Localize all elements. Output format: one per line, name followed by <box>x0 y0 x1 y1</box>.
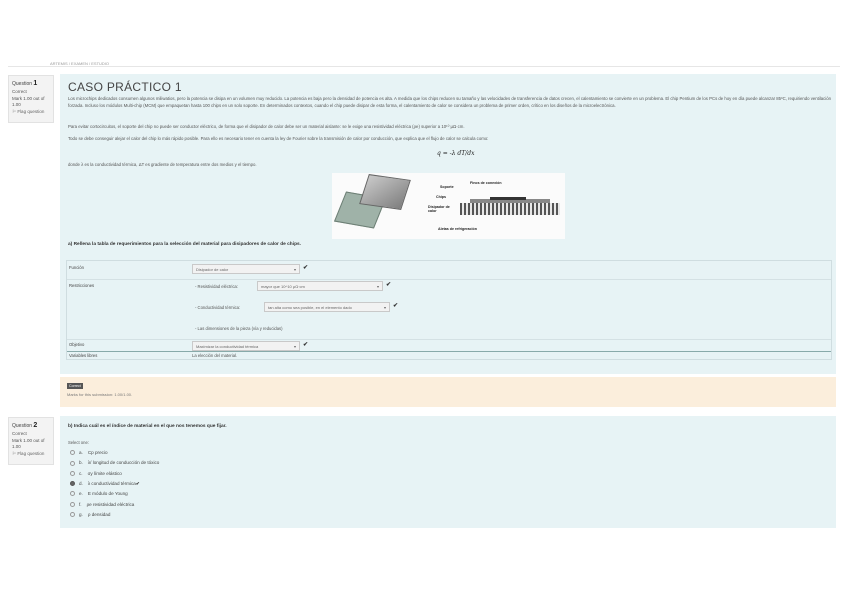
divider <box>8 66 840 67</box>
check-icon: ✔ <box>135 480 140 486</box>
label-aletas: Aletas de refrigeración <box>438 227 477 231</box>
answer-option[interactable] <box>70 450 108 455</box>
question-1-content <box>60 74 836 374</box>
question-state: Correct <box>12 89 27 95</box>
option-text: λ conductividad térmica <box>87 480 136 486</box>
table-row-funcion <box>67 261 831 279</box>
table-row-restricciones <box>67 279 831 340</box>
table-row-variables <box>67 351 831 360</box>
option-text: Cp precio <box>87 450 108 455</box>
chevron-down-icon: ▾ <box>293 267 296 272</box>
check-icon: ✔ <box>393 303 399 309</box>
label-disipador: Disipador de calor <box>428 205 450 213</box>
conductividad-select[interactable]: tan alta como sea posible, en el elemento dado ▾ <box>264 302 390 312</box>
row-label: Variables libres <box>69 353 98 358</box>
radio-button[interactable] <box>70 491 75 496</box>
option-text: σy límite elástico <box>87 470 122 476</box>
objetivo-select[interactable]: Maximizar la conductividad térmica ▾ <box>192 341 300 351</box>
resistividad-select[interactable]: mayor que 10^10 µΩ·cm ▾ <box>257 281 383 291</box>
label-chips: Chips <box>436 195 446 199</box>
select-one-label: Select one: <box>68 440 89 445</box>
check-icon: ✔ <box>386 282 392 288</box>
chevron-down-icon: ▾ <box>383 305 386 310</box>
funcion-select[interactable]: Disipador de calor ▾ <box>192 264 300 274</box>
flag-question-link[interactable]: ⚐ Flag question <box>12 108 45 114</box>
chip-heatsink-figure <box>332 173 565 239</box>
question-number: Question 2 <box>12 422 38 429</box>
answer-option[interactable] <box>70 471 122 476</box>
radio-button[interactable] <box>70 512 75 517</box>
radio-button[interactable] <box>70 471 75 476</box>
answer-option[interactable] <box>70 502 134 507</box>
case-paragraph-2: Para evitar cortocircuitos, el soporte del chip no puede ser conductor eléctrico, de forma que el disipador de calor debe ser un material aislante: se le exige una resistividad eléctrica (ρe) superior a 10¹⁰ µΩ·cm. <box>68 124 465 129</box>
fourier-formula: q = -λ dT/dx <box>437 150 475 157</box>
restriction-3: - Las dimensiones de la pieza (vía y reducidas) <box>195 326 283 331</box>
question-state: Correct <box>12 431 27 437</box>
check-icon: ✔ <box>303 265 309 271</box>
option-text: ρe resistividad eléctrica <box>86 501 135 507</box>
question-marks: Mark 1.00 out of 1.00 <box>12 437 45 450</box>
option-letter: g. <box>79 511 83 517</box>
radio-button[interactable] <box>70 481 75 486</box>
option-text: ρ densidad <box>87 511 111 517</box>
feedback-text: Marks for this submission: 1.00/1.00. <box>67 392 133 397</box>
status-badge: Correct <box>69 384 81 388</box>
option-letter: f. <box>79 501 82 507</box>
restriction-1-label: - Resistividad eléctrica: <box>195 284 239 289</box>
answer-option[interactable] <box>70 491 128 496</box>
question-marks: Mark 1.00 out of 1.00 <box>12 95 45 108</box>
radio-button[interactable] <box>70 450 75 455</box>
cpu-top-image <box>359 174 411 210</box>
breadcrumb[interactable]: ARTEMIS / EXAMEN / ESTUDIO <box>50 61 110 66</box>
chevron-down-icon: ▾ <box>293 344 296 349</box>
chevron-down-icon: ▾ <box>376 284 379 289</box>
requirements-table <box>66 260 832 360</box>
part-a-prompt: a) Rellena la tabla de requerimientos para la selección del material para disipadores de calor de chips. <box>68 242 302 247</box>
question-info-2 <box>8 417 54 465</box>
question-number: Question 1 <box>12 80 38 87</box>
option-text: λ/ longitud de conducción de tóxico <box>87 460 160 466</box>
option-letter: e. <box>79 491 83 497</box>
variables-value: La elección del material. <box>192 353 238 358</box>
check-icon: ✔ <box>303 342 309 348</box>
flag-icon: ⚐ <box>12 450 17 456</box>
case-paragraph-4: donde λ es la conductividad térmica, ΔT es gradiente de temperatura entre dos medios y el tiempo. <box>68 162 257 167</box>
option-letter: a. <box>79 450 83 455</box>
feedback-box <box>60 377 836 407</box>
case-paragraph-3: Todo se debe conseguir alejar el calor del chip lo más rápido posible. Para ello es necesario tener en cuenta la ley de Fourier sobre la transmisión de calor por conducción, que explica que el flujo de calor se calcula como: <box>68 136 489 141</box>
option-letter: c. <box>79 470 83 476</box>
heatsink-diagram <box>460 197 560 221</box>
case-title: CASO PRÁCTICO 1 <box>68 80 182 94</box>
flag-icon: ⚐ <box>12 108 17 114</box>
question-info-1 <box>8 75 54 123</box>
question-2-content <box>60 416 836 528</box>
row-label: Función <box>69 265 84 270</box>
label-finos: Finos de conexión <box>470 181 502 185</box>
answer-option[interactable] <box>70 512 110 517</box>
row-label: Objetivo <box>69 342 85 347</box>
row-label: Restricciones <box>69 283 95 288</box>
case-paragraph-1: Los microchips dedicados consumen algunos miliwatios, pero la potencia se disipa en un volumen muy reducido. La potencia es baja pero la densidad de potencia es alta. A medida que los chips reducen su tamaño y las velocidades de transferencia de datos crecen, el calentamiento se convierte en un problema. El chip Pentium de los PCs de hoy en día puede alcanzar 85ºC, requiriendo ventilación forzada. Incluso los módulos Multi-chip (MCM) que empaquetan hasta 100 chips en un solo soporte. En determinados contextos, cuando el chip puede disipar de esta forma, el calentamiento de calor se considera un problema de primer orden, crítico en los diseños de la microelectrónica. <box>68 96 832 108</box>
answer-option[interactable] <box>70 481 140 487</box>
option-text: E módulo de Young <box>87 491 128 497</box>
answer-option[interactable] <box>70 460 159 465</box>
option-letter: d. <box>79 480 83 486</box>
flag-question-link[interactable]: ⚐ Flag question <box>12 450 45 456</box>
label-soporte: Soporte <box>440 185 454 189</box>
radio-button[interactable] <box>70 461 75 466</box>
radio-button[interactable] <box>70 502 75 507</box>
restriction-2-label: - Conductividad térmica: <box>195 305 241 310</box>
option-letter: b. <box>79 460 83 466</box>
part-b-prompt: b) Indica cuál es el índice de material en el que nos tenemos que fijar. <box>68 424 227 429</box>
